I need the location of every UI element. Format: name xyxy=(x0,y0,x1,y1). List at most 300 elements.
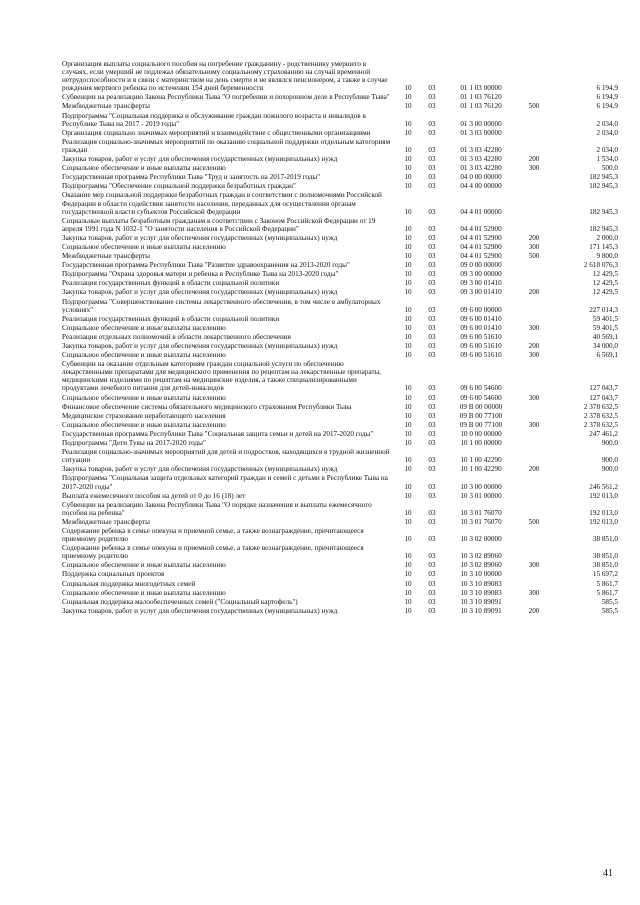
row-name: Субвенции на реализацию Закона Республики Тыва "О погребении и похоронном деле в Республике Тыва" xyxy=(62,93,390,102)
row-amount: 59 401,5 xyxy=(592,314,618,323)
budget-document xyxy=(62,60,618,616)
row-subsection: 03 xyxy=(428,84,436,93)
row-amount: 5 861,7 xyxy=(596,588,618,597)
row-target-code: 09 6 00 51610 xyxy=(460,342,502,350)
table-row xyxy=(62,298,618,315)
row-name: Социальное обеспечение и иные выплаты населению xyxy=(62,323,226,332)
row-subsection: 03 xyxy=(428,588,436,597)
row-section: 10 xyxy=(404,252,412,261)
row-amount: 182 945,3 xyxy=(589,182,618,191)
row-section: 10 xyxy=(404,402,412,411)
row-subsection: 03 xyxy=(428,429,436,438)
row-section: 10 xyxy=(404,288,412,297)
row-target-code: 10 3 01 76070 xyxy=(460,517,502,526)
row-expense-type xyxy=(518,598,550,607)
row-target-code: 10 3 10 89091 xyxy=(460,597,502,606)
row-target-code: 09 6 00 00000 xyxy=(460,305,502,314)
row-section: 10 xyxy=(404,270,412,279)
table-row xyxy=(62,589,618,598)
row-name: Финансовое обеспечение системы обязательного медицинского страхования Республики Тыва xyxy=(62,402,352,411)
row-target-code: 10 3 02 00000 xyxy=(460,535,502,544)
row-subsection: 03 xyxy=(428,155,436,164)
row-target-code: 10 3 00 00000 xyxy=(460,482,502,491)
row-subsection: 03 xyxy=(428,119,436,128)
table-row xyxy=(62,518,618,527)
row-section: 10 xyxy=(404,420,412,429)
table-row xyxy=(62,164,618,173)
row-name: Социальные выплаты безработным гражданам в соответствии с Законом Российской Федерации от 19 апреля 1991 года N 1032-1 "О занятости населения в Российской Федерации" xyxy=(62,216,376,233)
row-section: 10 xyxy=(404,508,412,517)
row-section: 10 xyxy=(404,332,412,341)
row-name: Социальное обеспечение и иные выплаты населению xyxy=(62,588,226,597)
row-target-code: 01 1 03 00000 xyxy=(460,84,502,93)
row-target-code: 01 3 03 42280 xyxy=(460,164,502,173)
row-expense-type xyxy=(518,439,550,448)
row-amount: 12 429,5 xyxy=(592,270,618,279)
row-expense-type: 200 xyxy=(528,155,540,164)
row-name: Межбюджетные трансферты xyxy=(62,102,150,111)
row-section: 10 xyxy=(404,552,412,561)
row-name: Оказание мер социальной поддержки безработных граждан в соответствии с полномочиями Российской Федерации в области содействия занятости населения, переданных для осуществления органам государственной власти субъектов Российской Федерации xyxy=(62,191,382,216)
row-target-code: 10 3 10 89083 xyxy=(460,579,502,588)
row-subsection: 03 xyxy=(428,270,436,279)
row-name: Закупка товаров, работ и услуг для обеспечения государственных (муниципальных) нужд xyxy=(62,342,338,350)
table-row xyxy=(62,129,618,138)
row-section: 10 xyxy=(404,429,412,438)
row-amount: 585,5 xyxy=(601,606,618,615)
row-amount: 182 945,3 xyxy=(589,207,618,216)
row-name: Подпрограмма "Дети Тувы на 2017-2020 годы" xyxy=(62,439,206,448)
row-subsection: 03 xyxy=(428,342,436,350)
row-section: 10 xyxy=(404,224,412,233)
table-row xyxy=(62,465,618,474)
row-target-code: 09 0 00 00000 xyxy=(460,261,502,270)
row-target-code: 01 1 03 76120 xyxy=(460,102,502,111)
row-section: 10 xyxy=(404,456,412,465)
row-name: Межбюджетные трансферты xyxy=(62,517,150,526)
row-target-code: 10 3 01 00000 xyxy=(460,491,502,500)
table-row xyxy=(62,60,618,93)
row-target-code: 09 6 00 01410 xyxy=(460,323,502,332)
row-subsection: 03 xyxy=(428,570,436,579)
row-amount: 2 034,0 xyxy=(596,119,618,128)
table-row xyxy=(62,138,618,155)
row-expense-type xyxy=(518,580,550,589)
table-row xyxy=(62,279,618,288)
row-amount: 6 194,9 xyxy=(596,84,618,93)
row-subsection: 03 xyxy=(428,393,436,402)
row-target-code: 09 В 00 77100 xyxy=(459,411,503,420)
table-row xyxy=(62,561,618,570)
row-expense-type: 500 xyxy=(528,252,540,261)
row-subsection: 03 xyxy=(428,261,436,270)
table-row xyxy=(62,527,618,544)
row-subsection: 03 xyxy=(428,439,436,448)
row-subsection: 03 xyxy=(428,465,436,474)
row-section: 10 xyxy=(404,411,412,420)
row-target-code: 10 0 00 00000 xyxy=(460,429,502,438)
row-expense-type xyxy=(518,403,550,412)
row-expense-type xyxy=(518,173,550,182)
row-subsection: 03 xyxy=(428,305,436,314)
row-subsection: 03 xyxy=(428,579,436,588)
row-expense-type xyxy=(518,448,550,465)
row-subsection: 03 xyxy=(428,93,436,102)
row-amount: 5 861,7 xyxy=(596,579,618,588)
row-amount: 192 013,0 xyxy=(589,508,618,517)
row-amount: 38 851,0 xyxy=(592,535,618,544)
row-target-code: 01 3 03 00000 xyxy=(460,128,502,137)
table-row xyxy=(62,580,618,589)
table-row xyxy=(62,93,618,102)
row-amount: 6 569,1 xyxy=(596,351,618,360)
row-amount: 15 697,2 xyxy=(592,570,618,579)
row-amount: 40 569,1 xyxy=(592,332,618,341)
row-target-code: 10 3 10 89091 xyxy=(460,606,502,615)
table-row xyxy=(62,333,618,342)
row-amount: 247 461,2 xyxy=(589,429,618,438)
row-section: 10 xyxy=(404,128,412,137)
row-name: Поддержка социальных проектов xyxy=(62,570,165,579)
row-amount: 38 851,0 xyxy=(592,561,618,570)
row-expense-type xyxy=(518,270,550,279)
row-amount: 34 000,0 xyxy=(592,342,618,350)
row-section: 10 xyxy=(404,164,412,173)
row-section: 10 xyxy=(404,393,412,402)
row-amount: 900,0 xyxy=(601,439,618,448)
table-row xyxy=(62,607,618,616)
row-name: Закупка товаров, работ и услуг для обеспечения государственных (муниципальных) нужд xyxy=(62,233,338,242)
row-subsection: 03 xyxy=(428,224,436,233)
row-name: Закупка товаров, работ и услуг для обеспечения государственных (муниципальных) нужд xyxy=(62,465,338,474)
row-section: 10 xyxy=(404,182,412,191)
row-amount: 182 945,3 xyxy=(589,173,618,182)
row-name: Социальная поддержка многодетных семей xyxy=(62,579,196,588)
row-subsection: 03 xyxy=(428,332,436,341)
row-expense-type: 200 xyxy=(528,465,540,474)
row-amount: 192 013,0 xyxy=(589,517,618,526)
table-row xyxy=(62,102,618,111)
row-expense-type xyxy=(518,191,550,216)
table-row xyxy=(62,598,618,607)
row-amount: 2 378 632,5 xyxy=(583,402,618,411)
row-name: Содержание ребенка в семье опекуна и приемной семье, а также вознаграждение, причитающееся приемному родителю xyxy=(62,526,364,544)
row-name: Реализация социально-значимых мероприятий по оказанию социальной поддержки отдельным категориям граждан xyxy=(62,137,391,154)
row-subsection: 03 xyxy=(428,402,436,411)
row-section: 10 xyxy=(404,465,412,474)
row-section: 10 xyxy=(404,242,412,251)
row-target-code: 09 6 00 54600 xyxy=(460,393,502,402)
row-expense-type: 200 xyxy=(528,606,540,615)
row-section: 10 xyxy=(404,579,412,588)
row-section: 10 xyxy=(404,384,412,393)
row-amount: 2 378 632,5 xyxy=(583,411,618,420)
row-amount: 2 378 632,5 xyxy=(583,420,618,429)
budget-table xyxy=(62,60,618,616)
row-section: 10 xyxy=(404,119,412,128)
row-expense-type xyxy=(518,217,550,234)
row-expense-type xyxy=(518,501,550,518)
row-name: Межбюджетные трансферты xyxy=(62,252,150,261)
table-row xyxy=(62,155,618,164)
row-name: Социальное обеспечение и иные выплаты населению xyxy=(62,420,226,429)
row-expense-type xyxy=(518,360,550,393)
row-subsection: 03 xyxy=(428,242,436,251)
page-number: 41 xyxy=(603,868,613,879)
row-section: 10 xyxy=(404,305,412,314)
row-expense-type xyxy=(518,298,550,315)
row-section: 10 xyxy=(404,597,412,606)
row-expense-type xyxy=(518,138,550,155)
row-name: Реализация государственных функций в области социальной политики xyxy=(62,314,280,323)
row-target-code: 01 1 03 76120 xyxy=(460,93,502,102)
row-subsection: 03 xyxy=(428,561,436,570)
row-section: 10 xyxy=(404,279,412,288)
table-row xyxy=(62,324,618,333)
row-expense-type xyxy=(518,570,550,579)
row-target-code: 09 6 00 51610 xyxy=(460,351,502,360)
table-row xyxy=(62,544,618,561)
table-row xyxy=(62,403,618,412)
row-expense-type: 300 xyxy=(528,420,540,429)
row-amount: 171 145,3 xyxy=(589,242,618,251)
row-expense-type: 500 xyxy=(528,102,540,111)
row-expense-type xyxy=(518,182,550,191)
table-row xyxy=(62,501,618,518)
row-name: Реализация государственных функций в области социальной политики xyxy=(62,279,280,288)
row-expense-type xyxy=(518,112,550,129)
row-target-code: 04 4 01 52900 xyxy=(460,233,502,242)
row-amount: 9 800,0 xyxy=(596,252,618,261)
row-subsection: 03 xyxy=(428,420,436,429)
row-expense-type xyxy=(518,279,550,288)
row-name: Закупка товаров, работ и услуг для обеспечения государственных (муниципальных) нужд xyxy=(62,606,338,615)
row-section: 10 xyxy=(404,314,412,323)
row-name: Организация социально значимых мероприятий и взаимодействие с общественными организациями xyxy=(62,128,371,137)
row-subsection: 03 xyxy=(428,279,436,288)
row-expense-type: 300 xyxy=(528,561,540,570)
row-subsection: 03 xyxy=(428,552,436,561)
row-section: 10 xyxy=(404,207,412,216)
row-section: 10 xyxy=(404,323,412,332)
row-subsection: 03 xyxy=(428,145,436,154)
row-amount: 12 429,5 xyxy=(592,288,618,297)
row-name: Закупка товаров, работ и услуг для обеспечения государственных (муниципальных) нужд xyxy=(62,288,338,297)
table-row xyxy=(62,439,618,448)
row-target-code: 09 3 00 01410 xyxy=(460,279,502,288)
table-row xyxy=(62,112,618,129)
row-section: 10 xyxy=(404,342,412,350)
row-amount: 12 429,5 xyxy=(592,279,618,288)
row-expense-type xyxy=(518,60,550,93)
row-subsection: 03 xyxy=(428,323,436,332)
row-expense-type xyxy=(518,129,550,138)
row-expense-type xyxy=(518,430,550,439)
row-section: 10 xyxy=(404,173,412,182)
row-amount: 182 945,3 xyxy=(589,224,618,233)
row-target-code: 10 3 02 89060 xyxy=(460,552,502,561)
row-subsection: 03 xyxy=(428,508,436,517)
row-subsection: 03 xyxy=(428,384,436,393)
row-name: Социальное обеспечение и иные выплаты населению xyxy=(62,242,226,251)
row-expense-type xyxy=(518,527,550,544)
row-subsection: 03 xyxy=(428,606,436,615)
row-target-code: 10 3 10 89083 xyxy=(460,588,502,597)
row-target-code: 10 3 01 76070 xyxy=(460,508,502,517)
row-expense-type xyxy=(518,544,550,561)
row-name: Субвенции на реализацию Закона Республики Тыва "О порядке назначения и выплаты ежемесячного пособия на ребенка" xyxy=(62,500,372,517)
row-target-code: 09 В 00 00000 xyxy=(459,402,503,411)
row-subsection: 03 xyxy=(428,535,436,544)
row-amount: 127 043,7 xyxy=(589,393,618,402)
row-amount: 127 043,7 xyxy=(589,384,618,393)
row-section: 10 xyxy=(404,535,412,544)
row-subsection: 03 xyxy=(428,314,436,323)
table-row xyxy=(62,243,618,252)
row-expense-type: 300 xyxy=(528,588,540,597)
row-section: 10 xyxy=(404,155,412,164)
row-subsection: 03 xyxy=(428,252,436,261)
row-target-code: 09 В 00 77100 xyxy=(459,420,503,429)
row-amount: 6 194,9 xyxy=(596,93,618,102)
row-subsection: 03 xyxy=(428,207,436,216)
row-section: 10 xyxy=(404,233,412,242)
row-expense-type: 300 xyxy=(528,242,540,251)
row-target-code: 04 4 01 00000 xyxy=(460,207,502,216)
row-amount: 192 013,0 xyxy=(589,491,618,500)
row-name: Медицинское страхование неработающего населения xyxy=(62,411,226,420)
row-target-code: 10 3 02 89060 xyxy=(460,561,502,570)
row-amount: 585,5 xyxy=(601,597,618,606)
table-row xyxy=(62,173,618,182)
row-name: Подпрограмма "Социальная поддержка и обслуживание граждан пожилого возраста и инвалидов в Республике Тыва на 2017 - 2019 годы" xyxy=(62,111,366,128)
table-row xyxy=(62,492,618,501)
row-section: 10 xyxy=(404,261,412,270)
row-expense-type xyxy=(518,474,550,491)
row-subsection: 03 xyxy=(428,517,436,526)
row-section: 10 xyxy=(404,517,412,526)
row-expense-type xyxy=(518,412,550,421)
row-expense-type xyxy=(518,333,550,342)
row-name: Подпрограмма "Обеспечение социальной поддержки безработных граждан" xyxy=(62,182,296,191)
row-target-code: 04 4 00 00000 xyxy=(460,182,502,191)
row-section: 10 xyxy=(404,93,412,102)
table-row xyxy=(62,217,618,234)
row-name: Социальная поддержка малообеспеченных семей ("Социальный картофель") xyxy=(62,597,298,606)
row-name: Организация выплаты социального пособия на погребение гражданину - родственнику умершего в случаях, если умерший не подлежал обязательному социальному страхованию на случай временной нетрудоспособности и в связи с материнством на день смерти и не являлся пенсионером, а также в случае рождения мертвого ребенка по истечении 154 дней беременности xyxy=(62,60,388,93)
table-row xyxy=(62,270,618,279)
row-target-code: 10 1 00 42290 xyxy=(460,456,502,465)
table-row xyxy=(62,342,618,351)
table-row xyxy=(62,448,618,465)
row-name: Социальное обеспечение и иные выплаты населению xyxy=(62,351,226,360)
table-row xyxy=(62,351,618,360)
row-name: Субвенции на оказание отдельным категориям граждан социальной услуги по обеспечению лекарственными препаратами для медицинского применения по рецептам на лекарственные препараты, медицинскими изделиями по рецептам на медицинские изделия, а также специализированными продуктами лечебного питания для детей-инвалидов xyxy=(62,360,382,393)
row-name: Реализация отдельных полномочий в области лекарственного обеспечения xyxy=(62,332,291,341)
row-target-code: 04 4 01 52900 xyxy=(460,252,502,261)
table-row xyxy=(62,261,618,270)
row-section: 10 xyxy=(404,588,412,597)
row-name: Подпрограмма "Социальная защита отдельных категорий граждан и семей с детьми в Республике Тыва на 2017-2020 годы" xyxy=(62,474,388,491)
row-section: 10 xyxy=(404,439,412,448)
row-expense-type xyxy=(518,492,550,501)
row-expense-type: 300 xyxy=(528,323,540,332)
row-target-code: 09 6 00 54600 xyxy=(460,384,502,393)
table-row xyxy=(62,421,618,430)
row-expense-type: 300 xyxy=(528,393,540,402)
row-section: 10 xyxy=(404,84,412,93)
row-amount: 2 618 076,3 xyxy=(583,261,618,270)
row-name: Социальное обеспечение и иные выплаты населению xyxy=(62,393,226,402)
row-section: 10 xyxy=(404,145,412,154)
row-target-code: 04 0 00 00000 xyxy=(460,173,502,182)
row-subsection: 03 xyxy=(428,597,436,606)
row-subsection: 03 xyxy=(428,351,436,360)
table-row xyxy=(62,394,618,403)
table-row xyxy=(62,412,618,421)
table-row xyxy=(62,182,618,191)
table-row xyxy=(62,288,618,297)
row-name: Закупка товаров, работ и услуг для обеспечения государственных (муниципальных) нужд xyxy=(62,155,338,164)
row-expense-type: 200 xyxy=(528,288,540,297)
row-section: 10 xyxy=(404,570,412,579)
row-section: 10 xyxy=(404,491,412,500)
row-name: Подпрограмма "Охрана здоровья матери и ребенка в Республике Тыва на 2013-2020 годы" xyxy=(62,270,339,279)
row-section: 10 xyxy=(404,561,412,570)
row-subsection: 03 xyxy=(428,456,436,465)
row-name: Выплата ежемесячного пособия на детей от 0 до 16 (18) лет xyxy=(62,491,246,500)
table-row xyxy=(62,474,618,491)
table-row xyxy=(62,191,618,216)
row-name: Государственная программа Республики Тыва "Труд и занятость на 2017-2019 годы" xyxy=(62,173,321,182)
row-subsection: 03 xyxy=(428,482,436,491)
row-name: Государственная программа Республики Тыва "Развитие здравоохранения на 2013-2020 годы" xyxy=(62,261,350,270)
row-target-code: 09 3 00 01410 xyxy=(460,288,502,297)
row-target-code: 01 3 03 42280 xyxy=(460,145,502,154)
row-subsection: 03 xyxy=(428,491,436,500)
table-row xyxy=(62,570,618,579)
row-subsection: 03 xyxy=(428,182,436,191)
row-expense-type: 200 xyxy=(528,233,540,242)
row-amount: 227 014,3 xyxy=(589,305,618,314)
row-subsection: 03 xyxy=(428,411,436,420)
row-expense-type xyxy=(518,315,550,324)
row-section: 10 xyxy=(404,351,412,360)
table-row xyxy=(62,360,618,393)
row-subsection: 03 xyxy=(428,173,436,182)
row-name: Реализация социально-значимых мероприятий для детей и подростков, находящихся в трудной жизненной ситуации xyxy=(62,448,390,465)
row-subsection: 03 xyxy=(428,164,436,173)
row-name: Государственная программа Республики Тыва "Социальная защита семьи и детей на 2017-2020 годы" xyxy=(62,429,374,438)
table-row xyxy=(62,252,618,261)
row-amount: 38 851,0 xyxy=(592,552,618,561)
row-amount: 2 000,0 xyxy=(596,233,618,242)
row-amount: 500,0 xyxy=(601,164,618,173)
row-amount: 900,0 xyxy=(601,456,618,465)
row-target-code: 09 6 00 51610 xyxy=(460,332,502,341)
row-expense-type: 300 xyxy=(528,164,540,173)
row-subsection: 03 xyxy=(428,288,436,297)
row-target-code: 10 1 00 42290 xyxy=(460,465,502,474)
row-amount: 900,0 xyxy=(601,465,618,474)
row-target-code: 01 3 03 42280 xyxy=(460,155,502,164)
row-expense-type: 200 xyxy=(528,342,540,350)
budget-table-body xyxy=(62,60,618,616)
row-target-code: 10 3 10 00000 xyxy=(460,570,502,579)
row-target-code: 04 4 01 52900 xyxy=(460,224,502,233)
row-target-code: 09 6 00 01410 xyxy=(460,314,502,323)
row-amount: 2 034,0 xyxy=(596,128,618,137)
